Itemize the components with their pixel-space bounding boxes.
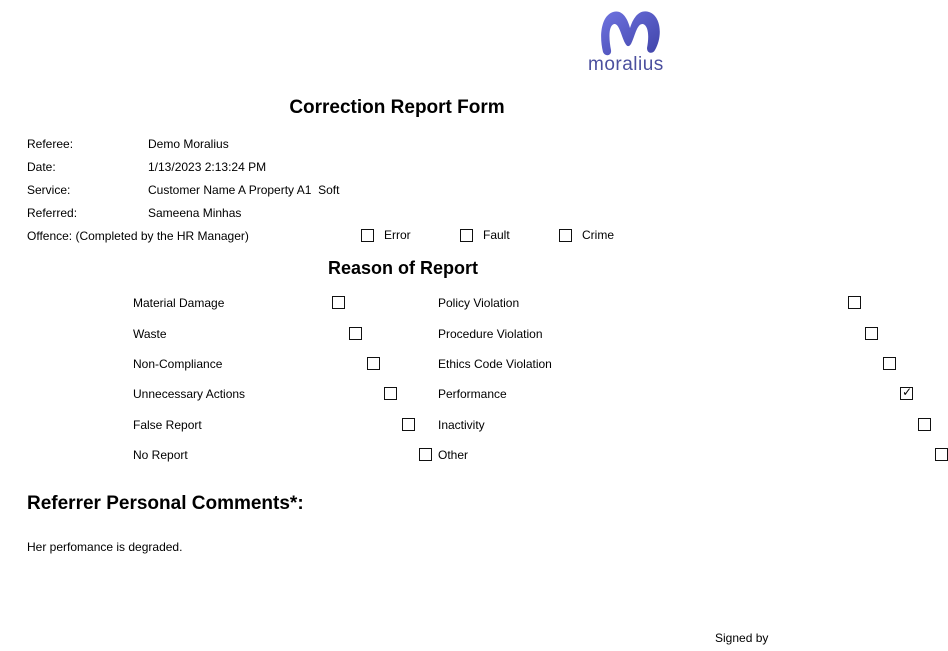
form-title: Correction Report Form (289, 97, 505, 118)
offence-option-label: Crime (582, 228, 614, 242)
reason-checkbox-procedure-violation[interactable] (865, 327, 878, 340)
checkbox[interactable] (361, 229, 374, 242)
reason-label: Other (438, 448, 469, 462)
reason-label: False Report (133, 418, 202, 432)
signed-by-label: Signed by (715, 631, 769, 645)
offence-option-label: Fault (483, 228, 510, 242)
comments-text: Her perfomance is degraded. (27, 540, 183, 554)
referee-label: Referee: (27, 137, 74, 151)
reason-checkbox-unnecessary-actions[interactable] (384, 387, 397, 400)
date-value: 1/13/2023 2:13:24 PM (148, 160, 267, 174)
checkbox[interactable] (460, 229, 473, 242)
reason-label: Ethics Code Violation (438, 357, 552, 371)
logo-wordmark: moralius (588, 54, 664, 75)
reason-label: Inactivity (438, 418, 485, 432)
moralius-logo-icon (597, 6, 663, 60)
reason-label: Material Damage (133, 296, 225, 310)
reason-checkbox-waste[interactable] (349, 327, 362, 340)
reason-label: Waste (133, 327, 167, 341)
referred-value: Sameena Minhas (148, 206, 242, 220)
offence-option-crime[interactable] (559, 228, 614, 242)
reason-label: Non-Compliance (133, 357, 223, 371)
reason-checkbox-no-report[interactable] (419, 448, 432, 461)
reason-checkbox-ethics-code-violation[interactable] (883, 357, 896, 370)
offence-option-fault[interactable] (460, 228, 510, 242)
reason-section-title: Reason of Report (327, 258, 478, 278)
offence-option-label: Error (384, 228, 411, 242)
checkbox[interactable] (559, 229, 572, 242)
service-value: Customer Name A Property A1 Soft (148, 183, 340, 197)
date-label: Date: (27, 160, 56, 174)
reason-checkbox-inactivity[interactable] (918, 418, 931, 431)
referee-value: Demo Moralius (148, 137, 229, 151)
service-label: Service: (27, 183, 71, 197)
reason-checkbox-false-report[interactable] (402, 418, 415, 431)
reason-label: Procedure Violation (438, 327, 543, 341)
reason-label: Unnecessary Actions (133, 387, 246, 401)
offence-option-error[interactable] (361, 228, 411, 242)
reason-checkbox-non-compliance[interactable] (367, 357, 380, 370)
reason-label: Policy Violation (438, 296, 520, 310)
reason-checkbox-policy-violation[interactable] (848, 296, 861, 309)
reason-checkbox-performance[interactable] (900, 387, 913, 400)
checkmark-icon: ✓ (902, 385, 913, 399)
reason-label: No Report (133, 448, 188, 462)
comments-title: Referrer Personal Comments*: (27, 493, 304, 514)
referred-label: Referred: (27, 206, 78, 220)
reason-checkbox-material-damage[interactable] (332, 296, 345, 309)
reason-checkbox-other[interactable] (935, 448, 948, 461)
offence-label: Offence: (Completed by the HR Manager) (27, 229, 249, 243)
reason-label: Performance (438, 387, 507, 401)
